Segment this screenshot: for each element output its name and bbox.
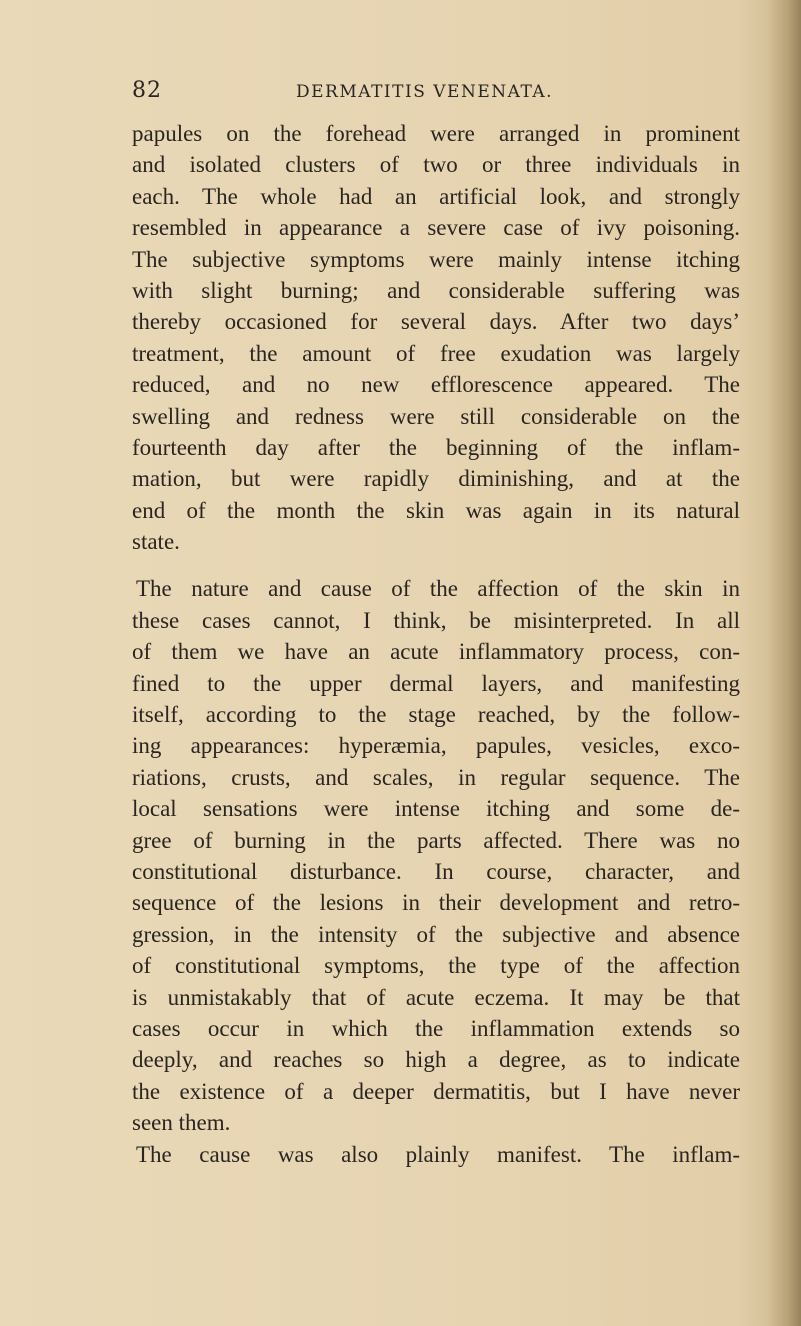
text-line: of them we have an acute inflammatory process, con- xyxy=(132,639,740,665)
text-line: cases occur in which the inflammation extends so xyxy=(132,1015,740,1041)
text-line: ing appearances: hyperæmia, papules, vesicles, exco- xyxy=(132,733,740,759)
text-line: reduced, and no new efflorescence appeared. The xyxy=(132,372,740,398)
text-line: local sensations were intense itching and some de- xyxy=(132,796,740,822)
text-line: thereby occasioned for several days. After two days’ xyxy=(132,309,740,335)
paragraph-gap xyxy=(132,557,740,573)
text-line: The cause was also plainly manifest. The inflam- xyxy=(136,1141,740,1167)
text-line: these cases cannot, I think, be misinterpreted. In all xyxy=(132,607,740,633)
body-text xyxy=(132,118,740,1170)
text-line: state. xyxy=(132,529,180,555)
text-line: mation, but were rapidly diminishing, and at the xyxy=(132,466,740,492)
text-line: swelling and redness were still considerable on the xyxy=(132,403,740,429)
page-number: 82 xyxy=(132,78,162,103)
text-line: and isolated clusters of two or three individuals in xyxy=(132,152,740,178)
text-line: sequence of the lesions in their development and retro- xyxy=(132,890,740,916)
text-line: is unmistakably that of acute eczema. It may be that xyxy=(132,984,740,1010)
text-line: resembled in appearance a severe case of ivy poisoning. xyxy=(132,215,740,241)
text-line: constitutional disturbance. In course, character, and xyxy=(132,858,740,884)
text-line: itself, according to the stage reached, by the follow- xyxy=(132,702,740,728)
text-line: fined to the upper dermal layers, and manifesting xyxy=(132,670,740,696)
page-edge-shadow xyxy=(767,0,801,1326)
text-line: of constitutional symptoms, the type of the affection xyxy=(132,953,740,979)
text-line: deeply, and reaches so high a degree, as to indicate xyxy=(132,1047,740,1073)
running-title: DERMATITIS VENENATA. xyxy=(296,82,554,102)
text-line: riations, crusts, and scales, in regular sequence. The xyxy=(132,764,740,790)
paragraph xyxy=(132,118,740,557)
text-line: The nature and cause of the affection of the skin in xyxy=(136,576,740,602)
text-line: each. The whole had an artificial look, and strongly xyxy=(132,183,740,209)
text-line: end of the month the skin was again in its natural xyxy=(132,497,740,523)
paragraph xyxy=(132,1139,740,1170)
text-line: with slight burning; and considerable suffering was xyxy=(132,277,740,303)
text-line: gression, in the intensity of the subjective and absence xyxy=(132,921,740,947)
text-line: papules on the forehead were arranged in prominent xyxy=(132,121,740,146)
text-line: fourteenth day after the beginning of the inflam- xyxy=(132,434,740,460)
text-line: The subjective symptoms were mainly intense itching xyxy=(132,246,740,272)
text-line: the existence of a deeper dermatitis, but I have never xyxy=(132,1078,740,1104)
paragraph xyxy=(132,573,740,1138)
text-line: seen them. xyxy=(132,1110,231,1136)
page-header xyxy=(0,78,801,110)
text-line: gree of burning in the parts affected. There was no xyxy=(132,827,740,853)
text-line: treatment, the amount of free exudation was largely xyxy=(132,340,740,366)
